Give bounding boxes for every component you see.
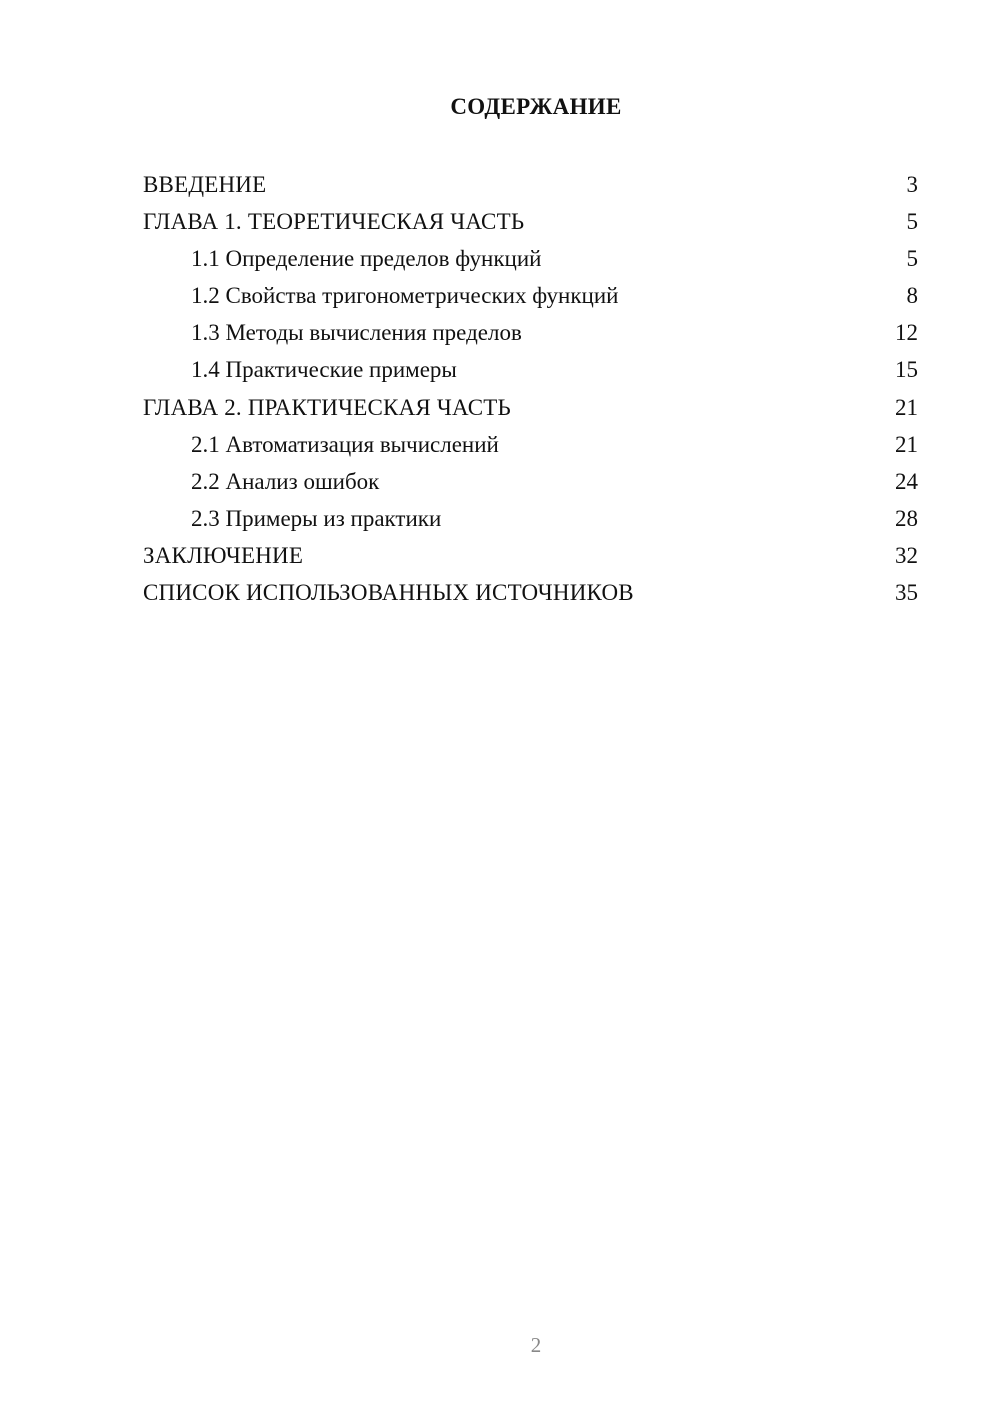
- toc-entry-references: [143, 574, 918, 611]
- toc-entry-page: 5: [906, 246, 918, 272]
- toc-entry-label: ВВЕДЕНИЕ: [143, 172, 267, 197]
- toc-entry-label: СПИСОК ИСПОЛЬЗОВАННЫХ ИСТОЧНИКОВ: [143, 580, 634, 606]
- toc-entry-page: 24: [895, 468, 918, 494]
- toc-entry-label: ГЛАВА 1. ТЕОРЕТИЧЕСКАЯ ЧАСТЬ: [143, 209, 525, 235]
- toc-entry-introduction: [143, 166, 918, 203]
- toc-entry-label: 1.2 Свойства тригонометрических функций: [191, 283, 619, 309]
- page-number: 2: [530, 1333, 542, 1357]
- toc-entry-page: 8: [906, 283, 918, 309]
- toc-entry-label: 2.2 Анализ ошибок: [191, 468, 380, 494]
- toc-entry-section-1-2: [143, 277, 918, 314]
- toc-entry-conclusion: [143, 537, 918, 574]
- toc-entry-label: 2.3 Примеры из практики: [191, 505, 442, 531]
- toc-entry-chapter-2: [143, 389, 918, 426]
- toc-entry-label: ЗАКЛЮЧЕНИЕ: [143, 542, 304, 568]
- toc-entry-page: 21: [895, 394, 918, 420]
- toc-entry-section-1-4: [143, 351, 918, 388]
- toc-entry-section-2-2: [143, 463, 918, 500]
- toc-entry-section-2-3: [143, 500, 918, 537]
- page-title: СОДЕРЖАНИЕ: [450, 94, 622, 119]
- table-of-contents: [143, 166, 918, 611]
- toc-entry-page: 3: [906, 172, 918, 197]
- toc-entry-page: 15: [895, 357, 918, 383]
- toc-entry-page: 28: [895, 505, 918, 531]
- toc-entry-section-1-1: [143, 240, 918, 277]
- toc-entry-page: 32: [895, 542, 918, 568]
- toc-entry-page: 5: [906, 209, 918, 235]
- toc-entry-chapter-1: [143, 203, 918, 240]
- toc-entry-page: 12: [895, 320, 918, 346]
- toc-entry-label: 1.3 Методы вычисления пределов: [191, 320, 522, 346]
- toc-entry-section-2-1: [143, 426, 918, 463]
- toc-entry-label: ГЛАВА 2. ПРАКТИЧЕСКАЯ ЧАСТЬ: [143, 394, 511, 420]
- toc-entry-page: 35: [895, 580, 918, 606]
- toc-entry-label: 1.1 Определение пределов функций: [191, 246, 542, 272]
- toc-entry-label: 2.1 Автоматизация вычислений: [191, 431, 499, 457]
- toc-entry-page: 21: [895, 431, 918, 457]
- toc-entry-label: 1.4 Практические примеры: [191, 357, 457, 383]
- toc-entry-section-1-3: [143, 314, 918, 351]
